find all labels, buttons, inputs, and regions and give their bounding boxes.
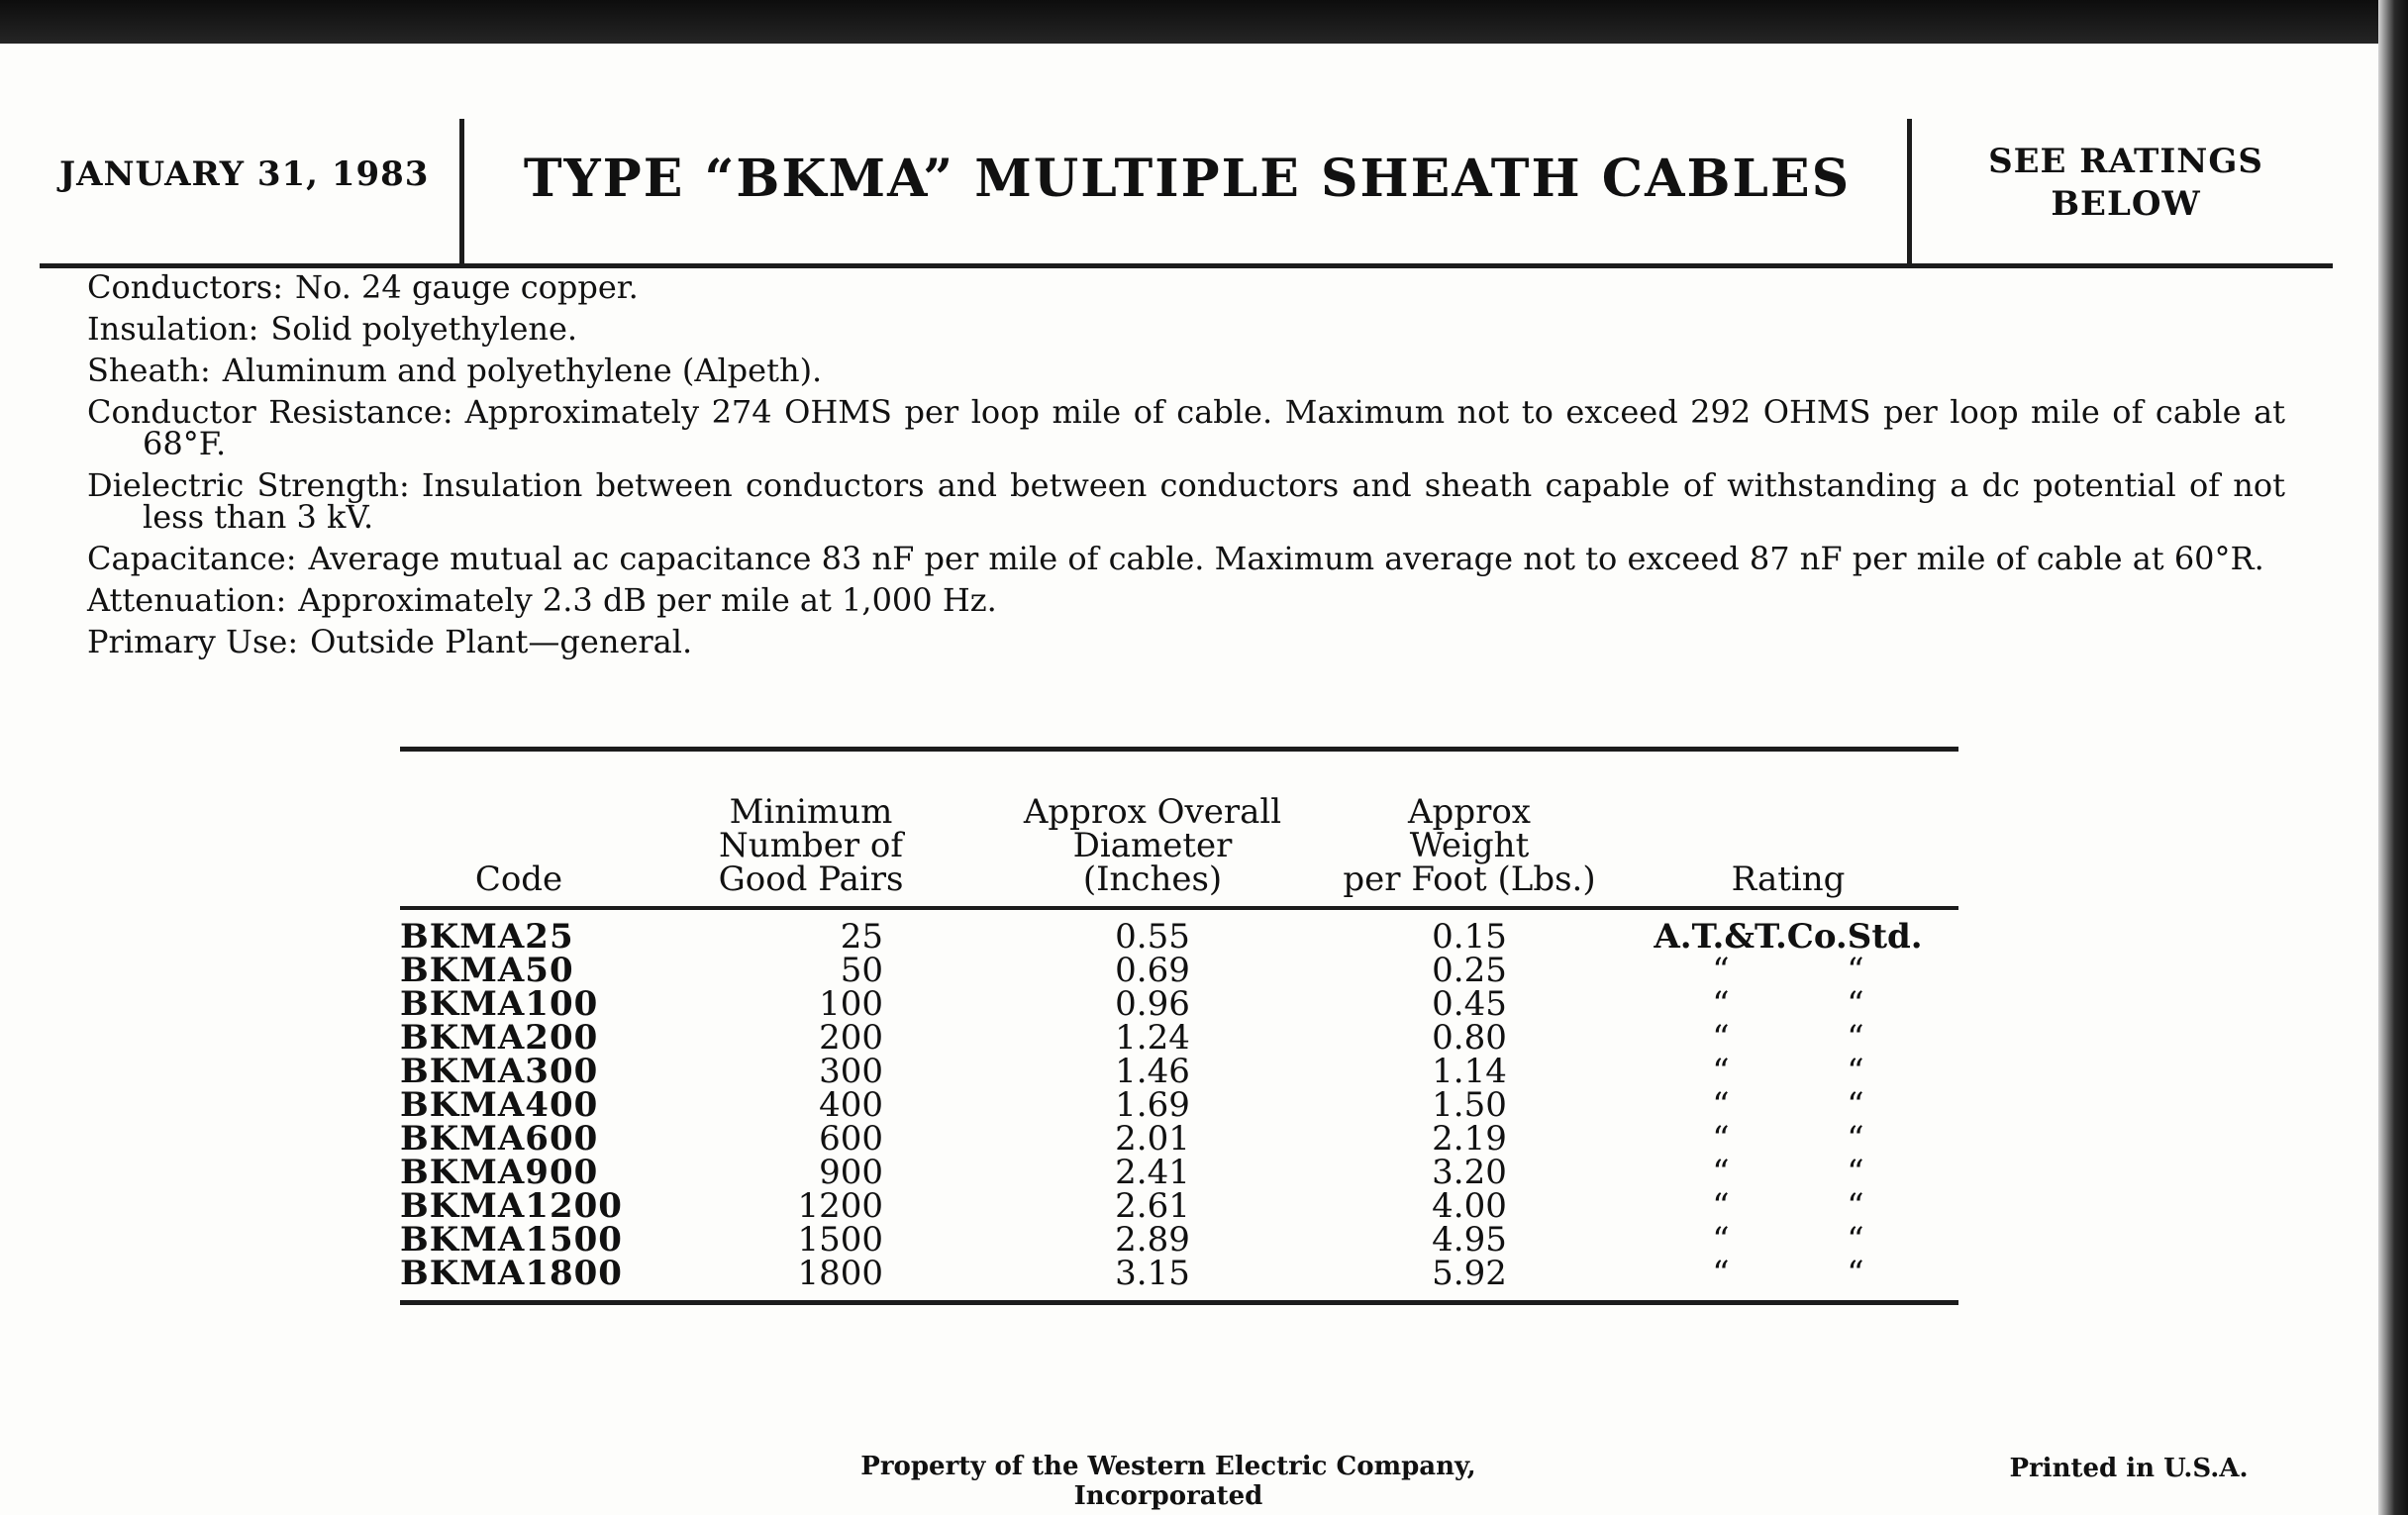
table-row — [400, 917, 1958, 957]
ditto-mark: “ — [1712, 1085, 1730, 1125]
cell-rating — [1618, 984, 1958, 1024]
cell-code: BKMA1200 — [400, 1186, 623, 1226]
cell-code: BKMA900 — [400, 1153, 599, 1192]
spec-text: Outside Plant—general. — [310, 623, 693, 660]
cell-rating — [1618, 1018, 1958, 1058]
ditto-mark: “ — [1847, 984, 1864, 1024]
cell-rating — [1618, 1153, 1958, 1192]
table-row — [400, 1153, 1958, 1192]
cell-weight: 0.45 — [1432, 984, 1507, 1024]
ditto-mark: “ — [1847, 1153, 1864, 1192]
ditto-mark: “ — [1847, 1018, 1864, 1058]
cell-weight: 1.50 — [1432, 1085, 1507, 1125]
cell-rating — [1618, 917, 1958, 957]
cell-diameter: 2.01 — [1115, 1119, 1190, 1159]
table-row — [400, 1052, 1958, 1091]
header-divider-left — [459, 119, 464, 267]
header-divider-right — [1907, 119, 1912, 267]
cell-pairs: 1200 — [797, 1186, 883, 1226]
cell-weight: 3.20 — [1432, 1153, 1507, 1192]
cell-diameter: 3.15 — [1115, 1254, 1190, 1293]
cell-diameter: 0.55 — [1115, 917, 1190, 957]
cell-rating — [1618, 1186, 1958, 1226]
spec-label: Attenuation: — [87, 581, 287, 619]
spec-label: Insulation: — [87, 310, 259, 348]
spec-label: Capacitance: — [87, 540, 297, 577]
cell-code: BKMA1500 — [400, 1220, 623, 1260]
spec-dielectric-strength — [87, 466, 2286, 536]
spec-label: Conductors: — [87, 268, 283, 306]
cell-rating — [1618, 1254, 1958, 1293]
issue-date: JANUARY 31, 1983 — [59, 154, 430, 194]
cell-diameter: 0.96 — [1115, 984, 1190, 1024]
col-header-code: Code — [474, 859, 563, 899]
cell-weight: 4.00 — [1432, 1186, 1507, 1226]
spec-insulation — [87, 310, 2285, 348]
cell-weight: 0.80 — [1432, 1018, 1507, 1058]
cable-table — [400, 747, 1958, 1305]
cell-code: BKMA200 — [400, 1018, 599, 1058]
card-header — [40, 75, 2333, 268]
spec-label: Conductor Resistance: — [87, 393, 453, 431]
spec-text: No. 24 gauge copper. — [295, 268, 639, 306]
col-header-pairs: Minimum Number of Good Pairs — [718, 792, 904, 899]
cell-pairs: 25 — [840, 917, 883, 957]
cell-diameter: 1.24 — [1115, 1018, 1190, 1058]
spec-text: Average mutual ac capacitance 83 nF per mile of cable. Maximum average not to exceed 87 nF per mile of cable at 60°R. — [308, 540, 2264, 577]
cell-rating — [1618, 1085, 1958, 1125]
cell-weight: 0.15 — [1432, 917, 1507, 957]
spec-attenuation — [87, 581, 2285, 619]
spec-list — [87, 268, 2286, 667]
scan-border-top — [0, 0, 2408, 46]
ratings-note-line1: SEE RATINGS — [1988, 142, 2263, 181]
cell-weight: 0.25 — [1432, 951, 1507, 990]
cell-weight: 4.95 — [1432, 1220, 1507, 1260]
cell-code: BKMA600 — [400, 1119, 599, 1159]
table-row — [400, 1119, 1958, 1159]
table-row — [400, 1220, 1958, 1260]
spec-primary-use — [87, 623, 2285, 660]
ditto-mark: “ — [1712, 951, 1730, 990]
cell-pairs: 400 — [819, 1085, 883, 1125]
table-row — [400, 1254, 1958, 1293]
cell-pairs: 1500 — [797, 1220, 883, 1260]
cell-code: BKMA50 — [400, 951, 574, 990]
cell-diameter: 0.69 — [1115, 951, 1190, 990]
col-header-weight: Approx Weight per Foot (Lbs.) — [1343, 792, 1596, 899]
table-row — [400, 951, 1958, 990]
cell-diameter: 2.41 — [1115, 1153, 1190, 1192]
cell-code: BKMA25 — [400, 917, 574, 957]
cell-diameter: 1.46 — [1115, 1052, 1190, 1091]
ditto-mark: “ — [1712, 1153, 1730, 1192]
rating-standard: A.T.&T.Co.Std. — [1654, 917, 1923, 957]
table-row — [400, 1018, 1958, 1058]
spec-sheath — [87, 352, 2285, 389]
cell-pairs: 1800 — [797, 1254, 883, 1293]
footer-property: Property of the Western Electric Company, Incorporated — [860, 1452, 1476, 1511]
footer-printed: Printed in U.S.A. — [2009, 1454, 2249, 1483]
table-rule-bottom — [400, 1300, 1958, 1305]
ditto-mark: “ — [1847, 1220, 1864, 1260]
spec-conductor-resistance — [87, 393, 2286, 462]
cell-code: BKMA1800 — [400, 1254, 623, 1293]
spec-label: Primary Use: — [87, 623, 299, 660]
spec-text: Approximately 2.3 dB per mile at 1,000 Hz. — [298, 581, 997, 619]
spec-conductors — [87, 268, 2285, 306]
ratings-note — [1919, 141, 2333, 226]
cell-rating — [1618, 1220, 1958, 1260]
col-header-rating: Rating — [1731, 859, 1846, 899]
table-body — [400, 910, 1958, 1293]
spec-card — [0, 44, 2378, 1515]
spec-text: Solid polyethylene. — [270, 310, 578, 348]
ditto-mark: “ — [1847, 1119, 1864, 1159]
scan-border-right — [2378, 0, 2408, 1515]
cell-rating — [1618, 951, 1958, 990]
cell-pairs: 300 — [819, 1052, 883, 1091]
ditto-mark: “ — [1847, 1052, 1864, 1091]
table-row — [400, 1085, 1958, 1125]
spec-text: Insulation between conductors and between conductors and sheath capable of withstanding a dc potential of not less than 3 kV. — [143, 466, 2286, 536]
ditto-mark: “ — [1712, 1254, 1730, 1293]
table-row — [400, 1186, 1958, 1226]
table-row — [400, 984, 1958, 1024]
cell-code: BKMA300 — [400, 1052, 599, 1091]
ditto-mark: “ — [1712, 1186, 1730, 1226]
ditto-mark: “ — [1847, 951, 1864, 990]
ditto-mark: “ — [1847, 1085, 1864, 1125]
cell-code: BKMA100 — [400, 984, 599, 1024]
ratings-note-line2: BELOW — [2051, 184, 2201, 224]
ditto-mark: “ — [1847, 1186, 1864, 1226]
ditto-mark: “ — [1847, 1254, 1864, 1293]
ditto-mark: “ — [1712, 1018, 1730, 1058]
table-header — [400, 752, 1958, 906]
cell-diameter: 1.69 — [1115, 1085, 1190, 1125]
cell-pairs: 600 — [819, 1119, 883, 1159]
cell-rating — [1618, 1119, 1958, 1159]
cell-code: BKMA400 — [400, 1085, 599, 1125]
spec-text: Approximately 274 OHMS per loop mile of cable. Maximum not to exceed 292 OHMS per loop mile of cable at 68°F. — [143, 393, 2286, 462]
ditto-mark: “ — [1712, 1052, 1730, 1091]
cell-rating — [1618, 1052, 1958, 1091]
cell-weight: 2.19 — [1432, 1119, 1507, 1159]
ditto-mark: “ — [1712, 1119, 1730, 1159]
cell-weight: 1.14 — [1432, 1052, 1507, 1091]
ditto-mark: “ — [1712, 1220, 1730, 1260]
ditto-mark: “ — [1712, 984, 1730, 1024]
spec-text: Aluminum and polyethylene (Alpeth). — [222, 352, 823, 389]
cell-diameter: 2.89 — [1115, 1220, 1190, 1260]
spec-label: Dielectric Strength: — [87, 466, 410, 504]
page-title: TYPE “BKMA” MULTIPLE SHEATH CABLES — [523, 149, 1852, 209]
cell-diameter: 2.61 — [1115, 1186, 1190, 1226]
cell-pairs: 50 — [840, 951, 883, 990]
col-header-diameter: Approx Overall Diameter (Inches) — [1023, 792, 1282, 899]
spec-label: Sheath: — [87, 352, 211, 389]
cell-weight: 5.92 — [1432, 1254, 1507, 1293]
cell-pairs: 100 — [819, 984, 883, 1024]
cell-pairs: 200 — [819, 1018, 883, 1058]
spec-capacitance — [87, 540, 2285, 577]
cell-pairs: 900 — [819, 1153, 883, 1192]
